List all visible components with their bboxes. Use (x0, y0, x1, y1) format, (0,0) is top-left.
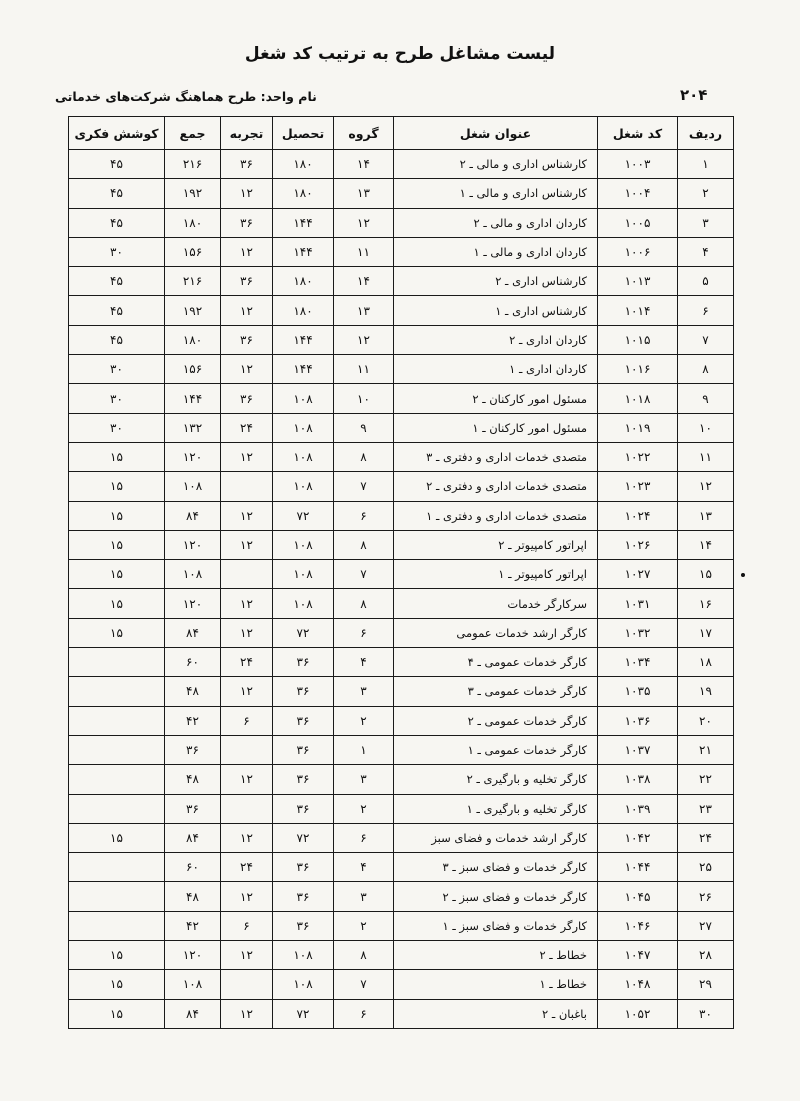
cell-total: ۱۰۸ (165, 970, 221, 999)
cell-title: کارشناس اداری و مالی ـ ۲ (394, 150, 598, 179)
cell-row-no: ۱۴ (678, 530, 734, 559)
cell-education: ۱۰۸ (273, 530, 334, 559)
cell-title: کارگر خدمات عمومی ـ ۳ (394, 677, 598, 706)
table-row (69, 970, 734, 999)
cell-title: کارگر خدمات و فضای سبز ـ ۳ (394, 853, 598, 882)
cell-mental-effort (69, 706, 165, 735)
stray-dot (741, 573, 745, 577)
table-row (69, 794, 734, 823)
cell-title: کارگر خدمات عمومی ـ ۱ (394, 735, 598, 764)
cell-total: ۱۵۶ (165, 237, 221, 266)
table-row (69, 677, 734, 706)
cell-education: ۱۸۰ (273, 179, 334, 208)
cell-education: ۱۰۸ (273, 941, 334, 970)
cell-education: ۷۲ (273, 823, 334, 852)
cell-title: متصدی خدمات اداری و دفتری ـ ۲ (394, 472, 598, 501)
cell-title: اپراتور کامپیوتر ـ ۱ (394, 560, 598, 589)
table-row (69, 530, 734, 559)
table-row (69, 735, 734, 764)
table-row (69, 472, 734, 501)
cell-total: ۳۶ (165, 735, 221, 764)
cell-total: ۲۱۶ (165, 267, 221, 296)
cell-total: ۱۰۸ (165, 560, 221, 589)
cell-code: ۱۰۰۵ (598, 208, 678, 237)
cell-row-no: ۱ (678, 150, 734, 179)
cell-title: خطاط ـ ۱ (394, 970, 598, 999)
cell-mental-effort (69, 882, 165, 911)
cell-code: ۱۰۰۶ (598, 237, 678, 266)
cell-total: ۸۴ (165, 999, 221, 1028)
cell-code: ۱۰۳۷ (598, 735, 678, 764)
cell-experience: ۱۲ (221, 765, 273, 794)
cell-group: ۱۴ (334, 267, 394, 296)
cell-row-no: ۱۹ (678, 677, 734, 706)
cell-education: ۱۰۸ (273, 560, 334, 589)
table-header-row (69, 117, 734, 150)
cell-education: ۳۶ (273, 706, 334, 735)
header-row-no: ردیف (678, 117, 734, 150)
header-experience: تجربه (221, 117, 273, 150)
cell-code: ۱۰۱۴ (598, 296, 678, 325)
cell-total: ۱۸۰ (165, 208, 221, 237)
cell-education: ۳۶ (273, 677, 334, 706)
cell-total: ۱۲۰ (165, 530, 221, 559)
cell-mental-effort (69, 911, 165, 940)
cell-total: ۳۶ (165, 794, 221, 823)
table-row (69, 941, 734, 970)
table-row (69, 853, 734, 882)
table-row (69, 501, 734, 530)
cell-code: ۱۰۱۹ (598, 413, 678, 442)
cell-code: ۱۰۳۹ (598, 794, 678, 823)
cell-mental-effort: ۱۵ (69, 999, 165, 1028)
cell-total: ۴۸ (165, 677, 221, 706)
table-row (69, 237, 734, 266)
cell-mental-effort: ۳۰ (69, 355, 165, 384)
cell-education: ۳۶ (273, 853, 334, 882)
table-row (69, 911, 734, 940)
cell-group: ۴ (334, 853, 394, 882)
cell-code: ۱۰۳۸ (598, 765, 678, 794)
cell-experience (221, 472, 273, 501)
cell-group: ۱۴ (334, 150, 394, 179)
cell-experience: ۱۲ (221, 589, 273, 618)
cell-code: ۱۰۴۶ (598, 911, 678, 940)
cell-total: ۱۳۲ (165, 413, 221, 442)
cell-row-no: ۲۵ (678, 853, 734, 882)
cell-title: خطاط ـ ۲ (394, 941, 598, 970)
cell-row-no: ۴ (678, 237, 734, 266)
cell-row-no: ۳ (678, 208, 734, 237)
header-mental-effort: کوشش فکری (69, 117, 165, 150)
cell-mental-effort: ۱۵ (69, 618, 165, 647)
cell-mental-effort: ۱۵ (69, 970, 165, 999)
cell-experience: ۶ (221, 911, 273, 940)
header-group: گروه (334, 117, 394, 150)
cell-row-no: ۷ (678, 325, 734, 354)
cell-education: ۱۸۰ (273, 267, 334, 296)
cell-total: ۱۰۸ (165, 472, 221, 501)
cell-title: کارگر ارشد خدمات عمومی (394, 618, 598, 647)
cell-education: ۷۲ (273, 501, 334, 530)
table-row (69, 384, 734, 413)
cell-total: ۱۴۴ (165, 384, 221, 413)
cell-mental-effort: ۴۵ (69, 208, 165, 237)
cell-row-no: ۱۸ (678, 648, 734, 677)
cell-row-no: ۲۹ (678, 970, 734, 999)
table-row (69, 823, 734, 852)
cell-education: ۳۶ (273, 648, 334, 677)
cell-code: ۱۰۲۳ (598, 472, 678, 501)
table-row (69, 325, 734, 354)
cell-education: ۳۶ (273, 794, 334, 823)
cell-total: ۲۱۶ (165, 150, 221, 179)
cell-experience: ۳۶ (221, 384, 273, 413)
table-row (69, 150, 734, 179)
table-row (69, 355, 734, 384)
cell-total: ۱۹۲ (165, 296, 221, 325)
cell-mental-effort: ۱۵ (69, 472, 165, 501)
cell-total: ۴۸ (165, 882, 221, 911)
table-row (69, 706, 734, 735)
table-row (69, 442, 734, 471)
cell-experience: ۱۲ (221, 442, 273, 471)
cell-row-no: ۱۳ (678, 501, 734, 530)
cell-total: ۴۲ (165, 706, 221, 735)
cell-total: ۴۸ (165, 765, 221, 794)
cell-row-no: ۱۱ (678, 442, 734, 471)
cell-total: ۸۴ (165, 501, 221, 530)
table-row (69, 179, 734, 208)
cell-education: ۳۶ (273, 735, 334, 764)
cell-group: ۱۳ (334, 296, 394, 325)
cell-code: ۱۰۴۲ (598, 823, 678, 852)
cell-experience (221, 794, 273, 823)
cell-group: ۱۲ (334, 208, 394, 237)
cell-mental-effort: ۱۵ (69, 560, 165, 589)
cell-group: ۲ (334, 706, 394, 735)
cell-mental-effort: ۴۵ (69, 150, 165, 179)
cell-education: ۳۶ (273, 882, 334, 911)
table-row (69, 560, 734, 589)
cell-title: کارشناس اداری و مالی ـ ۱ (394, 179, 598, 208)
cell-mental-effort (69, 677, 165, 706)
cell-mental-effort: ۴۵ (69, 267, 165, 296)
cell-row-no: ۲۴ (678, 823, 734, 852)
cell-mental-effort: ۳۰ (69, 384, 165, 413)
cell-group: ۷ (334, 970, 394, 999)
header-education: تحصیل (273, 117, 334, 150)
table-row (69, 618, 734, 647)
page-title: لیست مشاغل طرح به ترتیب کد شغل (244, 44, 556, 64)
cell-code: ۱۰۰۳ (598, 150, 678, 179)
cell-row-no: ۲۶ (678, 882, 734, 911)
cell-group: ۶ (334, 501, 394, 530)
cell-mental-effort: ۱۵ (69, 501, 165, 530)
cell-group: ۲ (334, 911, 394, 940)
cell-title: کارشناس اداری ـ ۲ (394, 267, 598, 296)
cell-group: ۱۱ (334, 237, 394, 266)
cell-title: اپراتور کامپیوتر ـ ۲ (394, 530, 598, 559)
cell-title: مسئول امور کارکنان ـ ۲ (394, 384, 598, 413)
cell-experience: ۱۲ (221, 882, 273, 911)
cell-total: ۱۲۰ (165, 442, 221, 471)
cell-experience (221, 560, 273, 589)
cell-group: ۳ (334, 765, 394, 794)
cell-title: کاردان اداری ـ ۱ (394, 355, 598, 384)
cell-group: ۲ (334, 794, 394, 823)
table-row (69, 413, 734, 442)
table-row (69, 208, 734, 237)
cell-group: ۶ (334, 823, 394, 852)
cell-row-no: ۲۸ (678, 941, 734, 970)
cell-experience (221, 970, 273, 999)
cell-title: مسئول امور کارکنان ـ ۱ (394, 413, 598, 442)
cell-title: کارگر خدمات عمومی ـ ۲ (394, 706, 598, 735)
cell-code: ۱۰۲۶ (598, 530, 678, 559)
cell-total: ۱۸۰ (165, 325, 221, 354)
cell-experience: ۱۲ (221, 355, 273, 384)
cell-code: ۱۰۳۵ (598, 677, 678, 706)
table-row (69, 765, 734, 794)
table-row (69, 648, 734, 677)
cell-mental-effort (69, 648, 165, 677)
cell-code: ۱۰۲۷ (598, 560, 678, 589)
cell-mental-effort: ۴۵ (69, 296, 165, 325)
cell-education: ۱۰۸ (273, 472, 334, 501)
cell-title: کارگر خدمات و فضای سبز ـ ۲ (394, 882, 598, 911)
cell-code: ۱۰۵۲ (598, 999, 678, 1028)
cell-mental-effort: ۴۵ (69, 325, 165, 354)
cell-title: متصدی خدمات اداری و دفتری ـ ۱ (394, 501, 598, 530)
cell-mental-effort: ۱۵ (69, 589, 165, 618)
cell-total: ۱۲۰ (165, 941, 221, 970)
cell-education: ۳۶ (273, 911, 334, 940)
cell-title: کاردان اداری ـ ۲ (394, 325, 598, 354)
cell-education: ۱۰۸ (273, 413, 334, 442)
cell-mental-effort (69, 735, 165, 764)
cell-experience: ۳۶ (221, 267, 273, 296)
cell-group: ۸ (334, 442, 394, 471)
cell-experience: ۱۲ (221, 179, 273, 208)
cell-group: ۱۱ (334, 355, 394, 384)
cell-mental-effort (69, 765, 165, 794)
cell-row-no: ۶ (678, 296, 734, 325)
cell-experience: ۱۲ (221, 501, 273, 530)
cell-code: ۱۰۴۷ (598, 941, 678, 970)
cell-total: ۱۹۲ (165, 179, 221, 208)
cell-row-no: ۱۶ (678, 589, 734, 618)
table-row (69, 589, 734, 618)
cell-mental-effort: ۴۵ (69, 179, 165, 208)
cell-mental-effort: ۱۵ (69, 823, 165, 852)
cell-row-no: ۱۵ (678, 560, 734, 589)
page-number: ۲۰۴ (680, 86, 708, 104)
cell-group: ۹ (334, 413, 394, 442)
cell-row-no: ۳۰ (678, 999, 734, 1028)
cell-experience: ۱۲ (221, 618, 273, 647)
cell-title: کارگر خدمات عمومی ـ ۴ (394, 648, 598, 677)
cell-group: ۶ (334, 618, 394, 647)
cell-code: ۱۰۳۶ (598, 706, 678, 735)
cell-group: ۱۲ (334, 325, 394, 354)
cell-education: ۳۶ (273, 765, 334, 794)
cell-title: باغبان ـ ۲ (394, 999, 598, 1028)
cell-education: ۱۸۰ (273, 296, 334, 325)
cell-experience: ۱۲ (221, 823, 273, 852)
cell-group: ۴ (334, 648, 394, 677)
cell-experience: ۱۲ (221, 677, 273, 706)
cell-experience: ۲۴ (221, 413, 273, 442)
cell-mental-effort (69, 794, 165, 823)
cell-education: ۷۲ (273, 999, 334, 1028)
cell-group: ۱۳ (334, 179, 394, 208)
table-body (69, 150, 734, 1029)
cell-total: ۶۰ (165, 648, 221, 677)
cell-title: کارگر تخلیه و بارگیری ـ ۱ (394, 794, 598, 823)
cell-row-no: ۸ (678, 355, 734, 384)
cell-mental-effort: ۳۰ (69, 413, 165, 442)
cell-experience (221, 735, 273, 764)
cell-title: کارشناس اداری ـ ۱ (394, 296, 598, 325)
cell-row-no: ۱۲ (678, 472, 734, 501)
cell-experience: ۳۶ (221, 150, 273, 179)
cell-code: ۱۰۳۲ (598, 618, 678, 647)
cell-row-no: ۲۷ (678, 911, 734, 940)
cell-experience: ۱۲ (221, 296, 273, 325)
header-title: عنوان شغل (394, 117, 598, 150)
cell-row-no: ۱۷ (678, 618, 734, 647)
cell-total: ۱۲۰ (165, 589, 221, 618)
cell-group: ۷ (334, 560, 394, 589)
cell-title: کاردان اداری و مالی ـ ۱ (394, 237, 598, 266)
cell-experience: ۱۲ (221, 530, 273, 559)
cell-education: ۱۰۸ (273, 970, 334, 999)
cell-experience: ۱۲ (221, 999, 273, 1028)
cell-code: ۱۰۳۱ (598, 589, 678, 618)
cell-row-no: ۲ (678, 179, 734, 208)
cell-code: ۱۰۱۸ (598, 384, 678, 413)
cell-title: سرکارگر خدمات (394, 589, 598, 618)
cell-row-no: ۲۳ (678, 794, 734, 823)
cell-group: ۷ (334, 472, 394, 501)
cell-experience: ۱۲ (221, 941, 273, 970)
cell-code: ۱۰۴۵ (598, 882, 678, 911)
cell-title: کارگر ارشد خدمات و فضای سبز (394, 823, 598, 852)
cell-group: ۳ (334, 677, 394, 706)
table-row (69, 296, 734, 325)
cell-group: ۱۰ (334, 384, 394, 413)
cell-education: ۱۴۴ (273, 208, 334, 237)
header-code: کد شغل (598, 117, 678, 150)
jobs-table (68, 116, 734, 1029)
cell-title: کارگر خدمات و فضای سبز ـ ۱ (394, 911, 598, 940)
cell-experience: ۶ (221, 706, 273, 735)
cell-code: ۱۰۲۲ (598, 442, 678, 471)
cell-row-no: ۱۰ (678, 413, 734, 442)
cell-mental-effort: ۱۵ (69, 530, 165, 559)
cell-group: ۸ (334, 941, 394, 970)
table-row (69, 267, 734, 296)
cell-education: ۱۴۴ (273, 237, 334, 266)
cell-mental-effort: ۳۰ (69, 237, 165, 266)
cell-experience: ۳۶ (221, 208, 273, 237)
cell-experience: ۳۶ (221, 325, 273, 354)
cell-title: متصدی خدمات اداری و دفتری ـ ۳ (394, 442, 598, 471)
cell-code: ۱۰۱۵ (598, 325, 678, 354)
header-total: جمع (165, 117, 221, 150)
cell-total: ۸۴ (165, 618, 221, 647)
cell-row-no: ۲۲ (678, 765, 734, 794)
cell-title: کاردان اداری و مالی ـ ۲ (394, 208, 598, 237)
cell-code: ۱۰۴۸ (598, 970, 678, 999)
cell-code: ۱۰۲۴ (598, 501, 678, 530)
cell-group: ۶ (334, 999, 394, 1028)
cell-row-no: ۲۰ (678, 706, 734, 735)
cell-education: ۷۲ (273, 618, 334, 647)
cell-experience: ۱۲ (221, 237, 273, 266)
cell-group: ۸ (334, 589, 394, 618)
cell-total: ۴۲ (165, 911, 221, 940)
cell-row-no: ۲۱ (678, 735, 734, 764)
cell-total: ۶۰ (165, 853, 221, 882)
cell-total: ۱۵۶ (165, 355, 221, 384)
cell-code: ۱۰۰۴ (598, 179, 678, 208)
cell-code: ۱۰۱۶ (598, 355, 678, 384)
cell-group: ۱ (334, 735, 394, 764)
cell-code: ۱۰۱۳ (598, 267, 678, 296)
cell-code: ۱۰۴۴ (598, 853, 678, 882)
cell-row-no: ۵ (678, 267, 734, 296)
cell-group: ۳ (334, 882, 394, 911)
cell-mental-effort: ۱۵ (69, 941, 165, 970)
cell-education: ۱۰۸ (273, 384, 334, 413)
cell-mental-effort (69, 853, 165, 882)
cell-education: ۱۸۰ (273, 150, 334, 179)
cell-education: ۱۰۸ (273, 442, 334, 471)
cell-row-no: ۹ (678, 384, 734, 413)
cell-experience: ۲۴ (221, 853, 273, 882)
table-row (69, 999, 734, 1028)
cell-group: ۸ (334, 530, 394, 559)
cell-education: ۱۰۸ (273, 589, 334, 618)
cell-education: ۱۴۴ (273, 355, 334, 384)
table-row (69, 882, 734, 911)
cell-title: کارگر تخلیه و بارگیری ـ ۲ (394, 765, 598, 794)
cell-mental-effort: ۱۵ (69, 442, 165, 471)
unit-name-label: نام واحد: طرح هماهنگ شرکت‌های خدماتی (55, 89, 317, 104)
cell-experience: ۲۴ (221, 648, 273, 677)
cell-education: ۱۴۴ (273, 325, 334, 354)
cell-code: ۱۰۳۴ (598, 648, 678, 677)
cell-total: ۸۴ (165, 823, 221, 852)
